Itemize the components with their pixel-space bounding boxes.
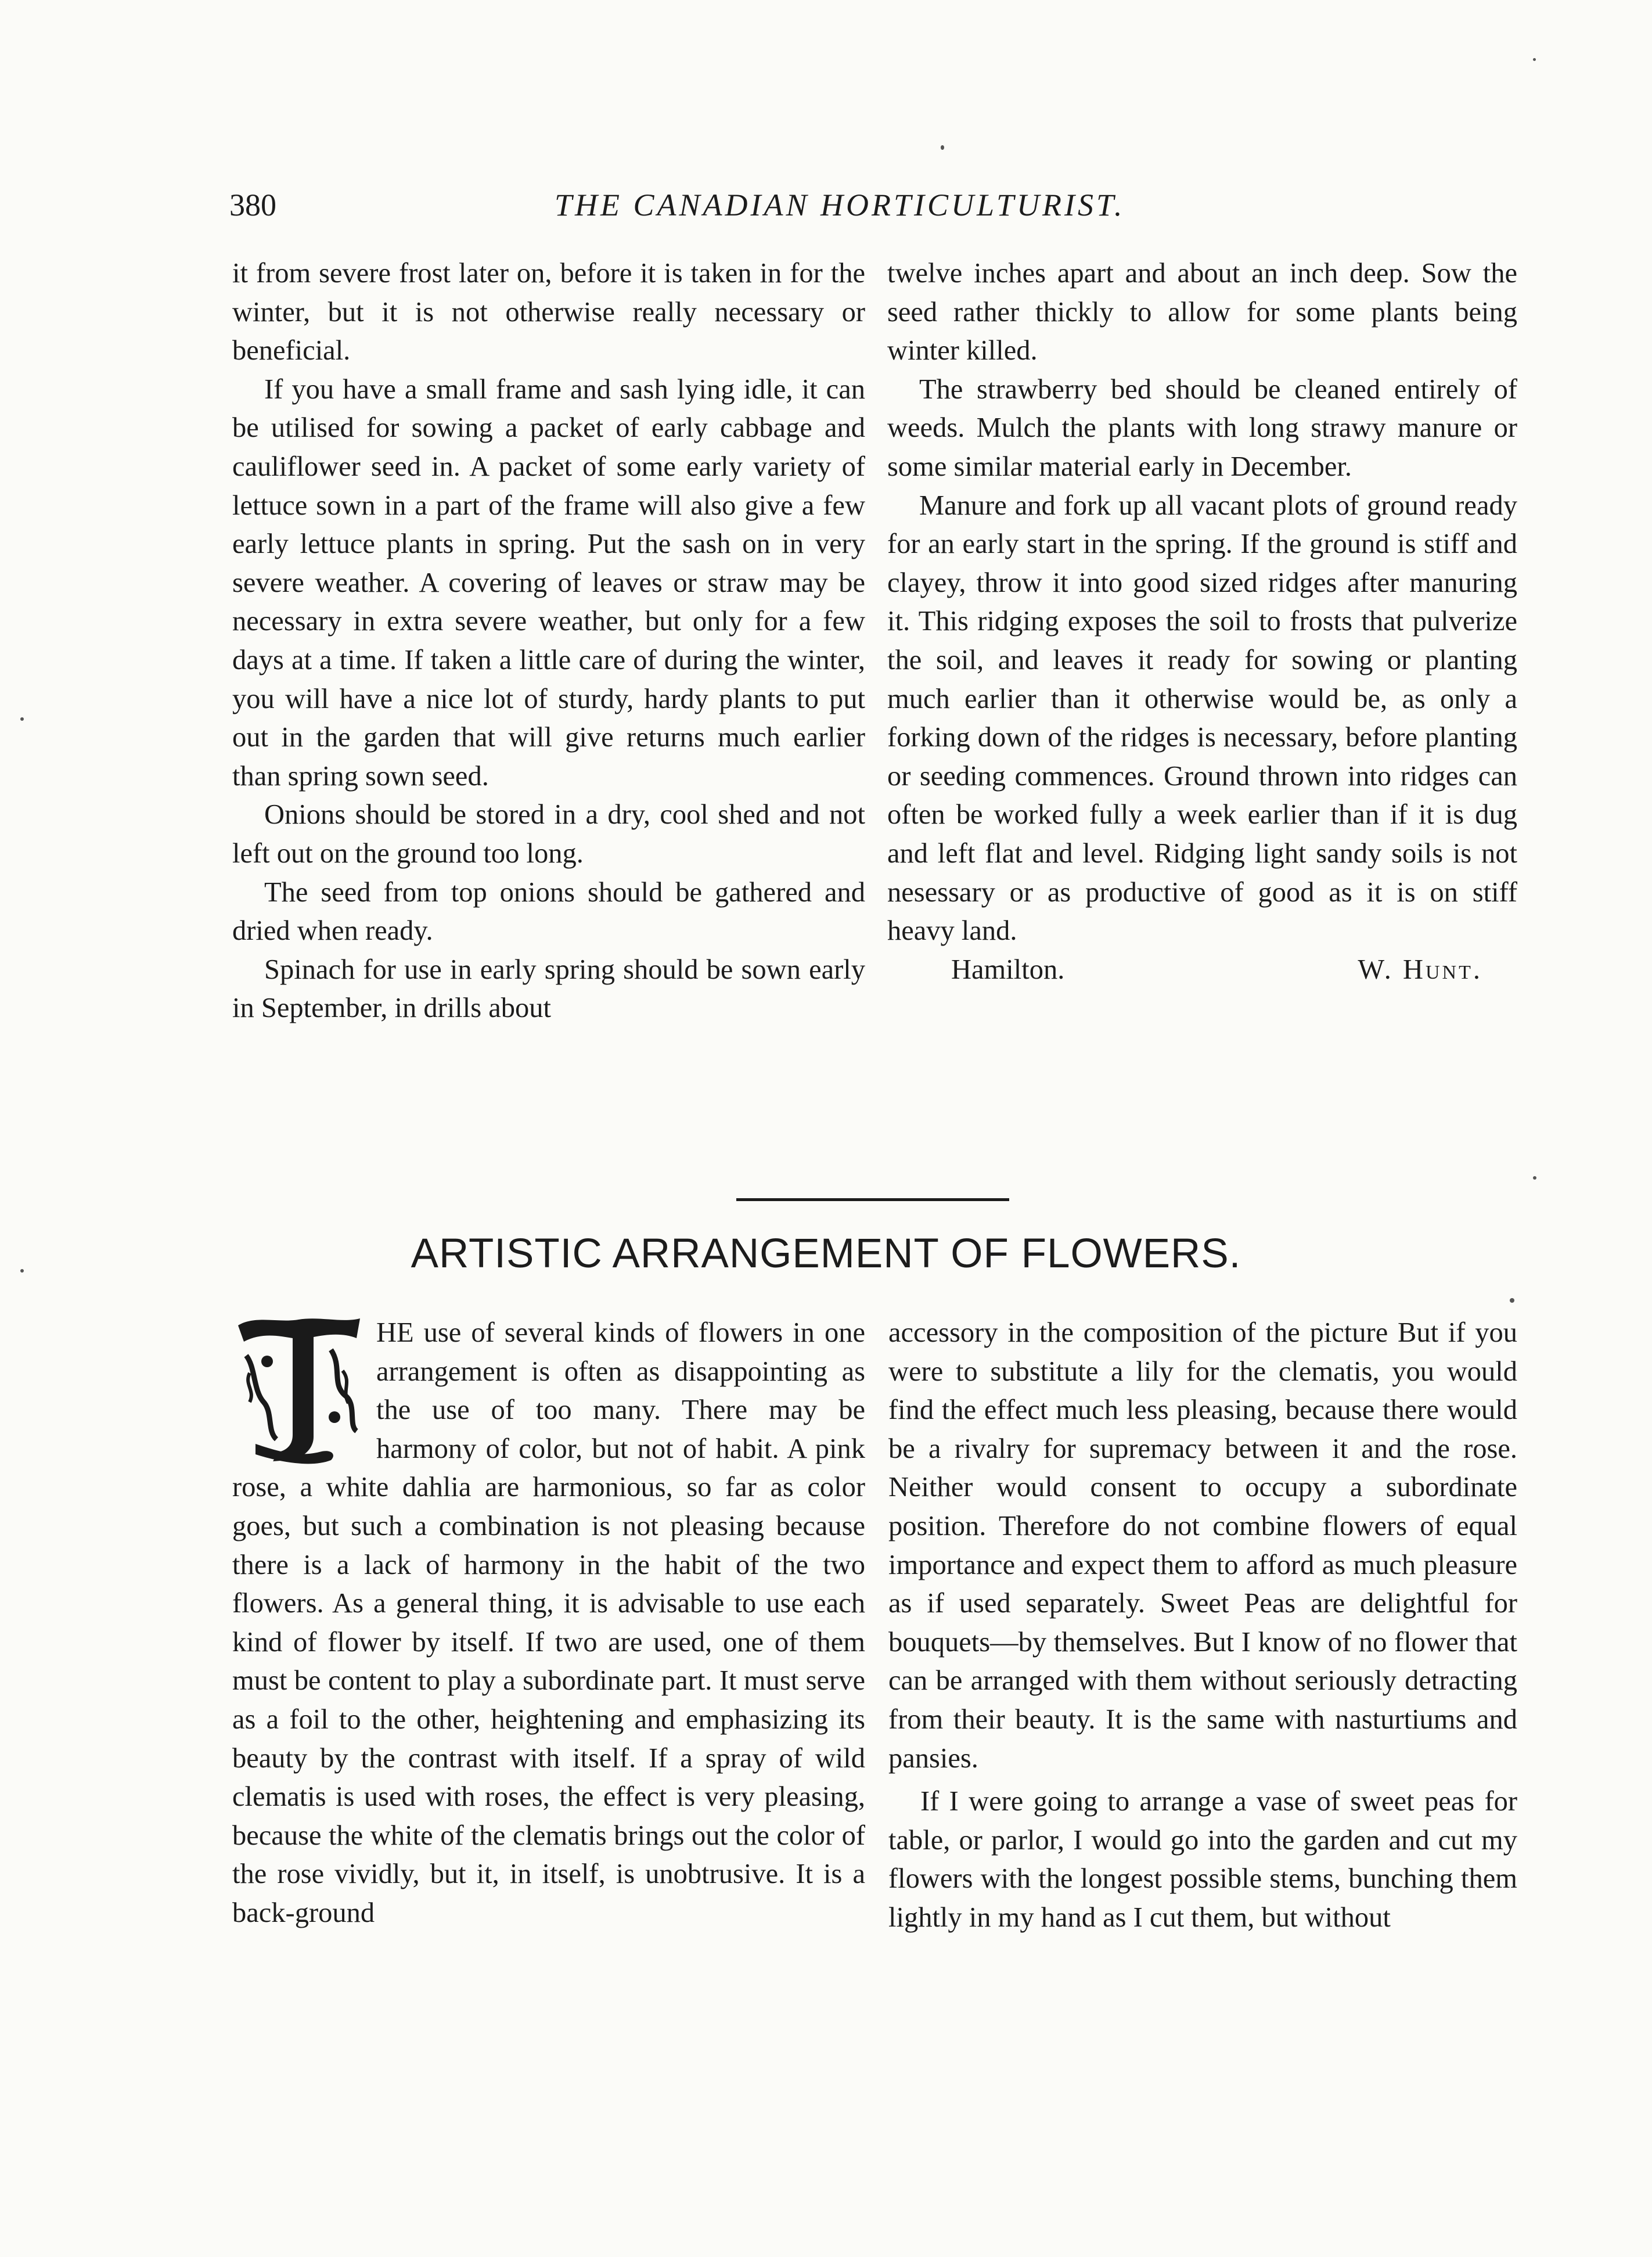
paragraph: The seed from top onions should be gathered and dried when ready. <box>232 876 865 947</box>
signature-place: Hamilton. <box>951 954 1065 985</box>
running-title: THE CANADIAN HORTICULTURIST. <box>555 188 1125 222</box>
page-header <box>229 187 1553 233</box>
paragraph: it from severe frost later on, before it is taken in for the winter, but it is not otherwise really necessary or beneficial. <box>232 258 865 366</box>
paragraph: Onions should be stored in a dry, cool shed and not left out on the ground too long. <box>232 799 865 869</box>
print-speck <box>1533 58 1536 61</box>
paragraph: The strawberry bed should be cleaned entirely of weeds. Mulch the plants with long strawy manure or some similar material early in December. <box>887 373 1517 482</box>
print-speck <box>20 717 24 721</box>
section-divider <box>736 1198 1009 1201</box>
print-speck <box>1533 1176 1536 1180</box>
signature-line <box>887 951 1517 990</box>
paragraph: Spinach for use in early spring should be sown early in September, in drills about <box>232 954 865 1024</box>
paragraph: If I were going to arrange a vase of sweet peas for table, or parlor, I would go into the garden and cut my flowers with the longest possible stems, bunching them lightly in my hand as I cut them, but without <box>888 1786 1517 1933</box>
top-right-column <box>887 254 1517 989</box>
print-speck <box>1510 1298 1514 1303</box>
page-number: 380 <box>229 188 276 222</box>
article-title: ARTISTIC ARRANGEMENT OF FLOWERS. <box>411 1231 1241 1277</box>
paragraph: Manure and fork up all vacant plots of ground ready for an early start in the spring. If the ground is stiff and clayey, throw it into good sized ridges after manuring it. This ridging exposes the soil to frosts that pulverize the soil, and leaves it ready for sowing or planting much earlier than it otherwise would be, as only a forking down of the ridges is necessary, before planting or seeding commences. Ground thrown into ridges can often be worked fully a week earlier than if it is dug and left flat and level. Ridging light sandy soils is not nesessary or as productive of good as it is on stiff heavy land. <box>887 490 1517 947</box>
article-right-column <box>888 1314 1517 1938</box>
paragraph: accessory in the composition of the picture But if you were to substitute a lily for the clematis, you would find the effect much less pleasing, because there would be a rivalry for supremacy between it and the rose. Neither would consent to occupy a subordinate position. Therefore do not combine flowers of equal importance and expect them to afford as much pleasure as if used separately. Sweet Peas are delightful for bouquets—by themselves. But I know of no flower that can be arranged with them without seriously detracting from their beauty. It is the same with nasturtiums and pansies. <box>888 1317 1517 1774</box>
top-left-column <box>232 254 865 1028</box>
print-speck <box>941 145 944 150</box>
paragraph: If you have a small frame and sash lying idle, it can be utilised for sowing a packet of early cabbage and cauliflower seed in. A packet of some early variety of lettuce sown in a part of the frame will also give a few early lettuce plants in spring. Put the sash on in very severe weather. A covering of leaves or straw may be necessary in extra severe weather, but only for a few days at a time. If taken a little care of during the winter, you will have a nice lot of sturdy, hardy plants to put out in the garden that will give returns much earlier than spring sown seed. <box>232 373 865 792</box>
signature-name: W. Hunt. <box>1358 954 1482 985</box>
article-lead-paragraph: HE use of several kinds of flowers in one arrangement is often as disappointing as the use of too many. There may be harmony of color, but not of habit. A pink rose, a white dahlia are harmonious, so far as color goes, but such a combination is not pleasing because there is a lack of harmony in the habit of the two flowers. As a general thing, it is advisable to use each kind of flower by itself. If two are used, one of them must be content to play a subordinate part. It must serve as a foil to the other, heightening and emphasizing its beauty by the contrast with itself. If a spray of wild clematis is used with roses, the effect is very pleasing, because the white of the clematis brings out the color of the rose vividly, but it, in itself, is unobtrusive. It is a back-ground <box>232 1317 865 1928</box>
ornamental-drop-cap <box>232 1315 365 1466</box>
article-left-column <box>232 1314 865 1933</box>
paragraph: twelve inches apart and about an inch deep. Sow the seed rather thickly to allow for some plants being winter killed. <box>887 258 1517 366</box>
